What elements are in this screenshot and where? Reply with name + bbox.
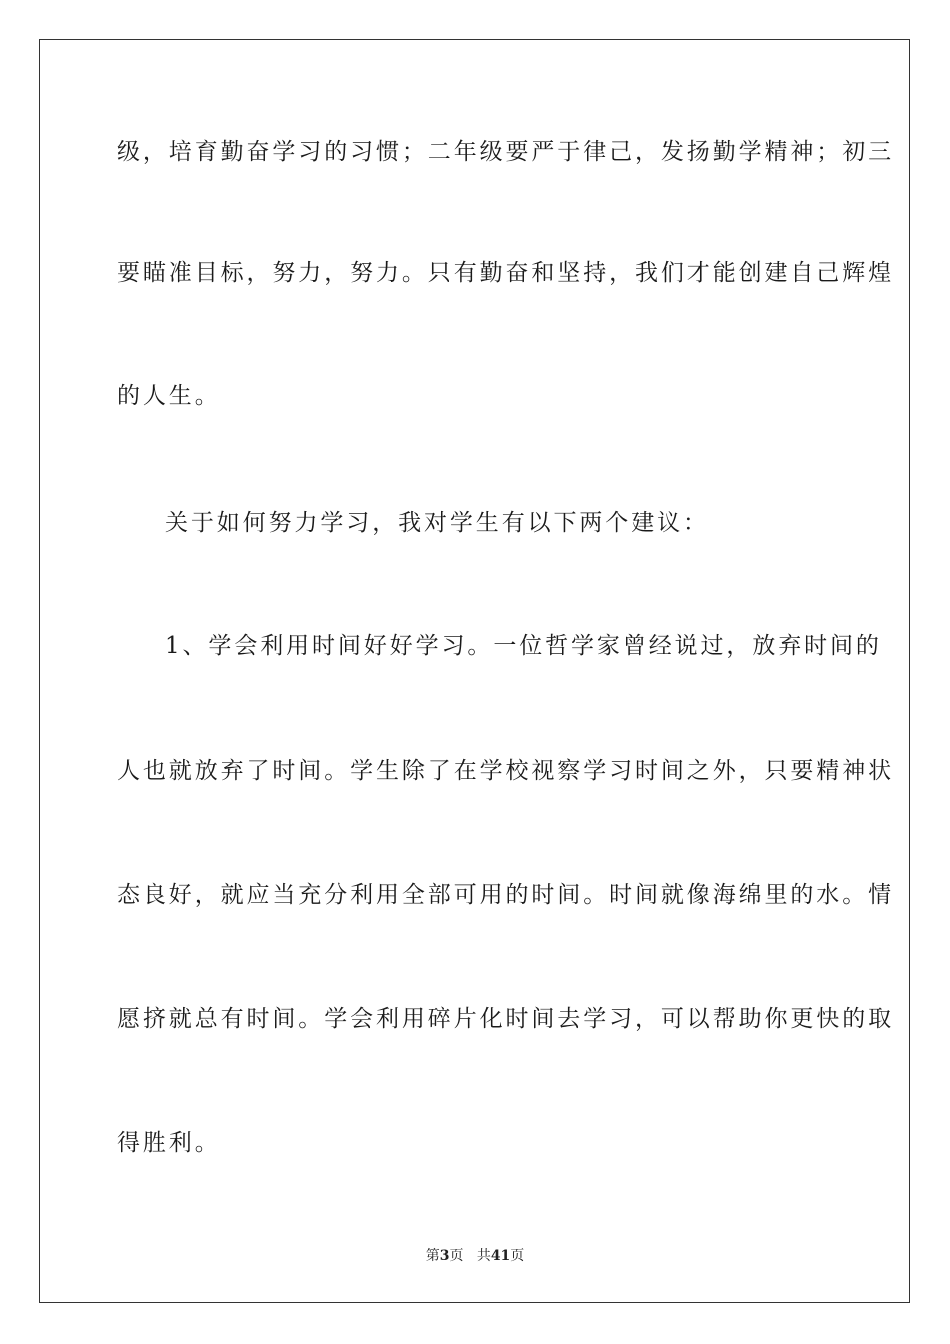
total-prefix: 共 [476, 1248, 491, 1264]
page-prefix: 第 [425, 1248, 440, 1264]
page-border [39, 39, 910, 1303]
body-text-line: 要瞄准目标，努力，努力。只有勤奋和坚持，我们才能创建自己辉煌 [117, 260, 894, 286]
total-pages: 41 [490, 1248, 511, 1264]
paragraph-intro: 关于如何努力学习，我对学生有以下两个建议： [165, 510, 709, 536]
page-footer [0, 1247, 950, 1265]
total-suffix: 页 [510, 1248, 525, 1264]
body-text-line: 得胜利。 [117, 1130, 221, 1156]
page-suffix: 页 [449, 1248, 464, 1264]
body-text-line: 的人生。 [117, 383, 221, 409]
list-item-1-first-line: 1、学会利用时间好好学习。一位哲学家曾经说过，放弃时间的 [165, 633, 882, 659]
body-text-line: 态良好，就应当充分利用全部可用的时间。时间就像海绵里的水。情 [117, 882, 894, 908]
body-text-line: 级，培育勤奋学习的习惯；二年级要严于律己，发扬勤学精神；初三 [117, 139, 894, 165]
body-text-line: 人也就放弃了时间。学生除了在学校视察学习时间之外，只要精神状 [117, 758, 894, 784]
body-text-line: 愿挤就总有时间。学会利用碎片化时间去学习，可以帮助你更快的取 [117, 1006, 894, 1032]
page-number: 3 [439, 1248, 450, 1264]
